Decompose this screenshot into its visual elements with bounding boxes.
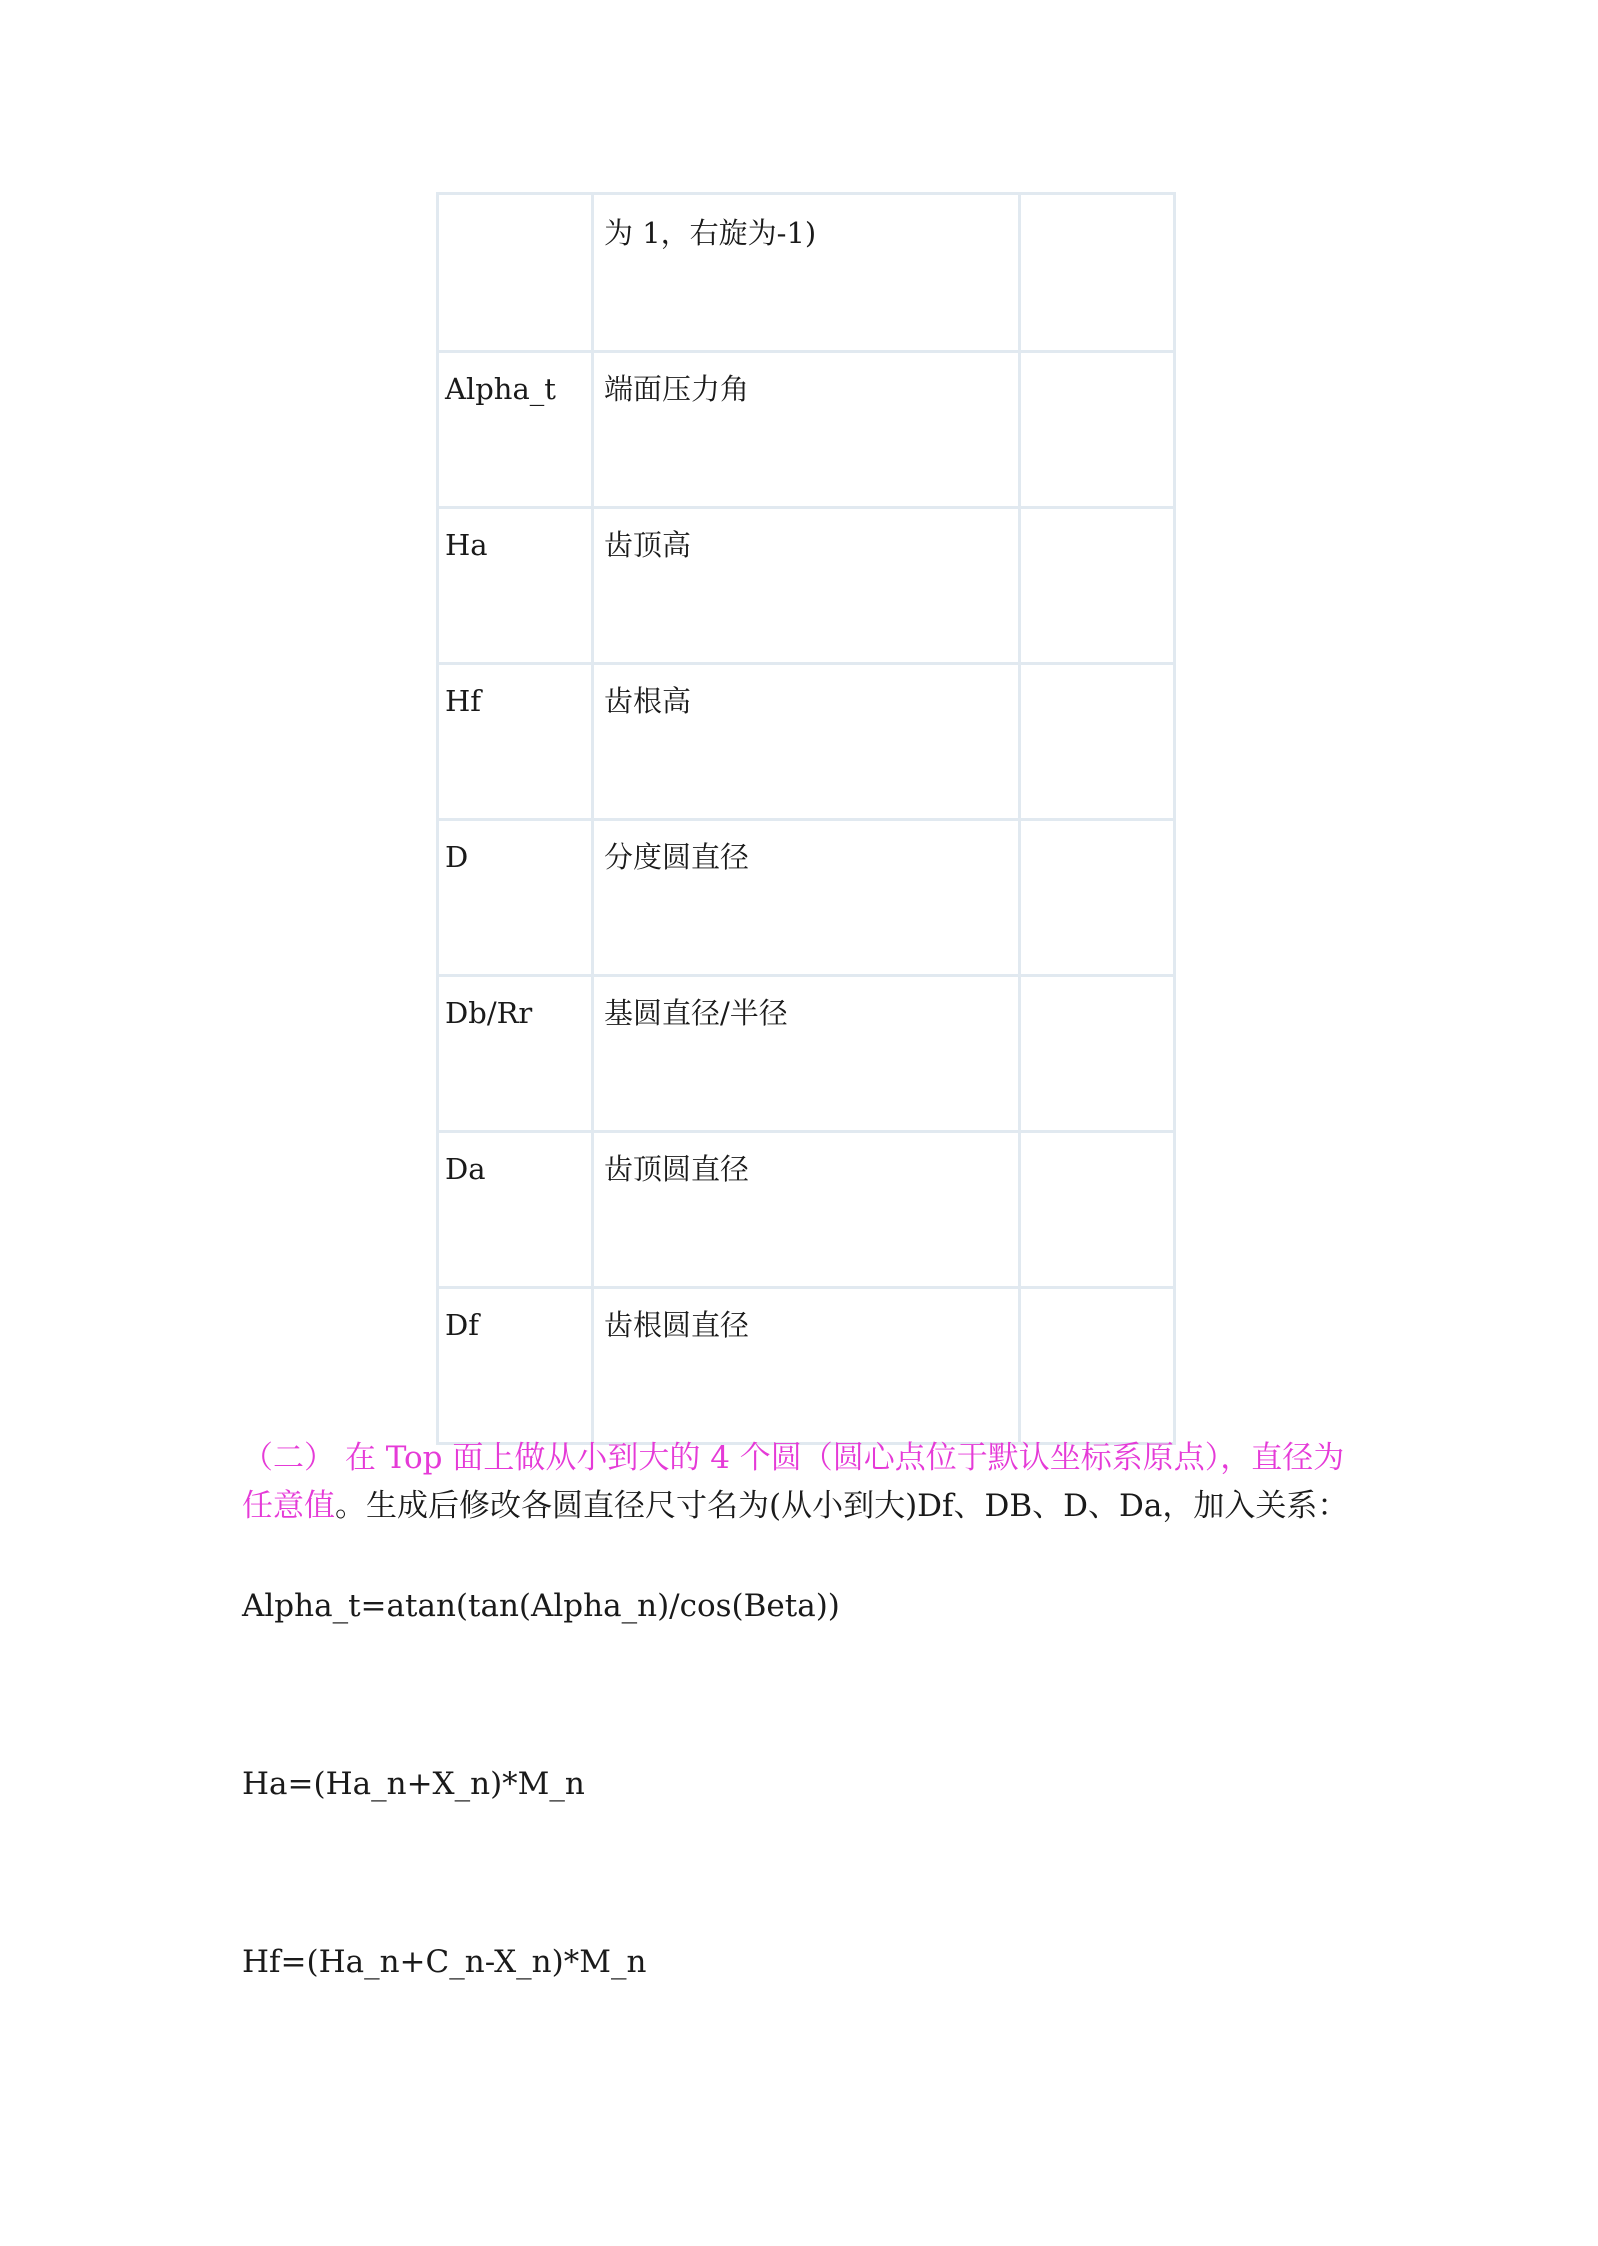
value-cell <box>1020 352 1175 508</box>
symbol-cell: Hf <box>438 664 593 820</box>
value-cell <box>1020 820 1175 976</box>
symbol-cell: Alpha_t <box>438 352 593 508</box>
symbol-cell <box>438 194 593 352</box>
table-row <box>438 352 1175 508</box>
description-cell: 分度圆直径 <box>593 820 1020 976</box>
value-cell <box>1020 664 1175 820</box>
table-row <box>438 820 1175 976</box>
table-row <box>438 1132 1175 1288</box>
description-cell: 为 1，右旋为-1) <box>593 194 1020 352</box>
section-heading-rest: 。生成后修改各圆直径尺寸名为(从小到大)Df、DB、D、Da，加入关系： <box>335 1488 1349 1524</box>
section-heading-highlight: （二） 在 Top 面上做从小到大的 4 个圆（圆心点位于默认坐标系原点），直径为任意值 <box>242 1440 1345 1524</box>
description-cell: 基圆直径/半径 <box>593 976 1020 1132</box>
value-cell <box>1020 194 1175 352</box>
symbol-cell: Ha <box>438 508 593 664</box>
parameter-table <box>436 192 1176 1445</box>
description-cell: 端面压力角 <box>593 352 1020 508</box>
description-cell: 齿根圆直径 <box>593 1288 1020 1444</box>
table-row <box>438 664 1175 820</box>
table-row <box>438 194 1175 352</box>
description-cell: 齿根高 <box>593 664 1020 820</box>
value-cell <box>1020 1288 1175 1444</box>
value-cell <box>1020 508 1175 664</box>
value-cell <box>1020 976 1175 1132</box>
symbol-cell: Db/Rr <box>438 976 593 1132</box>
symbol-cell: Da <box>438 1132 593 1288</box>
description-cell: 齿顶圆直径 <box>593 1132 1020 1288</box>
symbol-cell: D <box>438 820 593 976</box>
formula-hf: Hf=(Ha_n+C_n-X_n)*M_n <box>242 1944 647 1980</box>
formula-alpha-t: Alpha_t=atan(tan(Alpha_n)/cos(Beta)) <box>242 1588 840 1624</box>
value-cell <box>1020 1132 1175 1288</box>
description-cell: 齿顶高 <box>593 508 1020 664</box>
table-row <box>438 1288 1175 1444</box>
table-row <box>438 976 1175 1132</box>
table-row <box>438 508 1175 664</box>
section-paragraph <box>242 1434 1362 1530</box>
formula-ha: Ha=(Ha_n+X_n)*M_n <box>242 1766 585 1802</box>
symbol-cell: Df <box>438 1288 593 1444</box>
